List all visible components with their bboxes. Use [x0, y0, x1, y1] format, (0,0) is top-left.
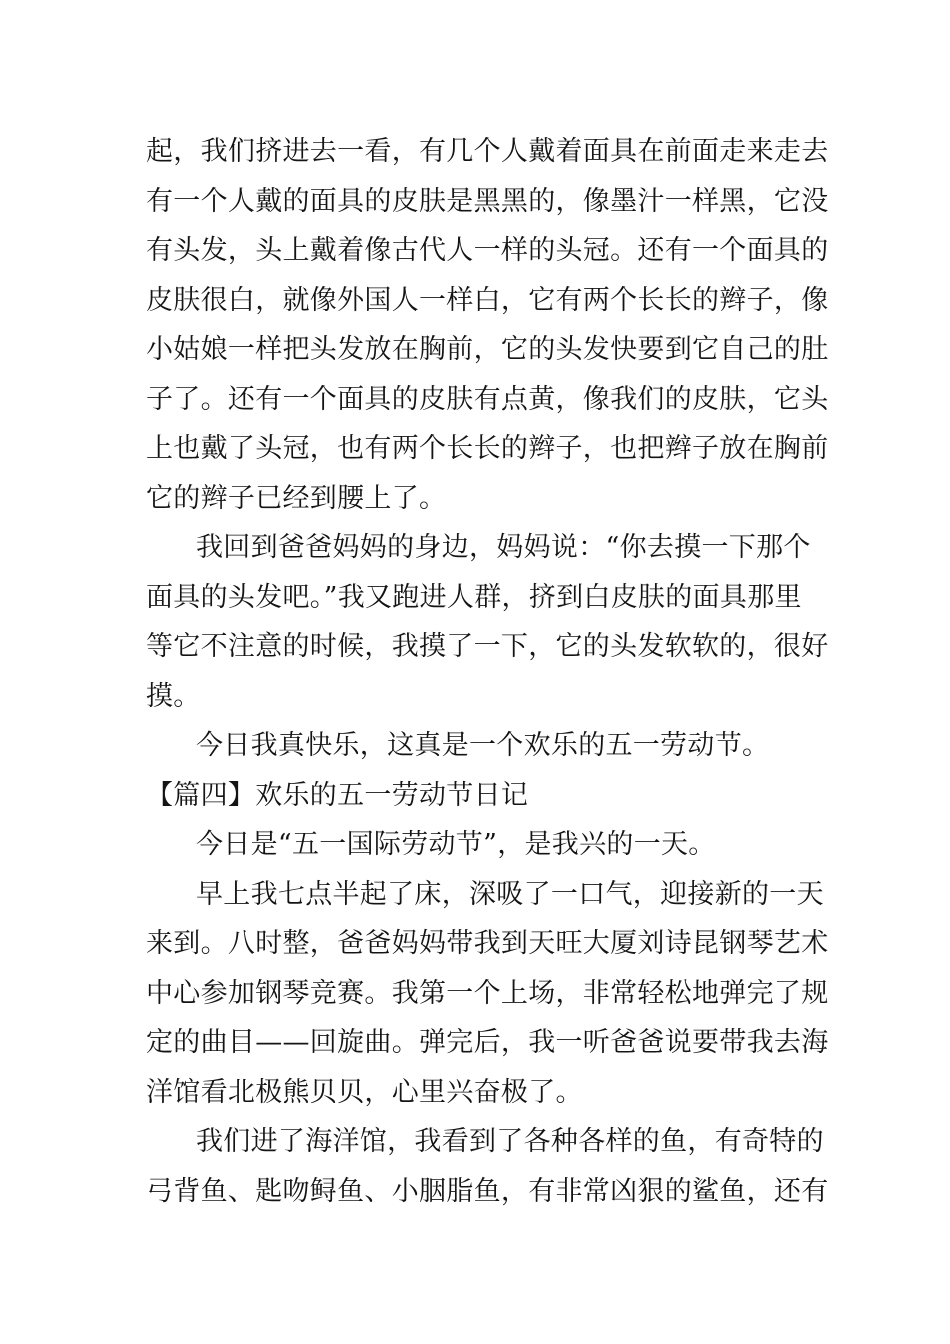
text-line: 面具的头发吧。”我又跑进人群，挤到白皮肤的面具那里 [146, 581, 802, 613]
text-line: 定的曲目——回旋曲。弹完后，我一听爸爸说要带我去海 [146, 1027, 829, 1058]
paragraph-start-line: 我们进了海洋馆，我看到了各种各样的鱼，有奇特的 [196, 1126, 824, 1157]
text-line: 弓背鱼、匙吻鲟鱼、小胭脂鱼，有非常凶狠的鲨鱼，还有 [146, 1175, 829, 1207]
paragraph-start-line: 我回到爸爸妈妈的身边，妈妈说：“你去摸一下那个 [196, 532, 811, 563]
text-line: 起，我们挤进去一看，有几个人戴着面具在前面走来走去 [146, 136, 829, 167]
text-line: 有头发，头上戴着像古代人一样的头冠。还有一个面具的 [146, 235, 829, 266]
text-line: 来到。八时整，爸爸妈妈带我到天旺大厦刘诗昆钢琴艺术 [146, 928, 829, 959]
text-line: 等它不注意的时候，我摸了一下，它的头发软软的，很好 [146, 631, 829, 662]
document-body [146, 131, 829, 1220]
paragraph-start-line: 今日我真快乐，这真是一个欢乐的五一劳动节。 [196, 730, 770, 761]
text-line: 有一个人戴的面具的皮肤是黑黑的，像墨汁一样黑，它没 [146, 185, 829, 217]
text-line: 上也戴了头冠，也有两个长长的辫子，也把辫子放在胸前 [146, 433, 829, 464]
section-heading: 【篇四】欢乐的五一劳动节日记 [146, 779, 529, 811]
text-line: 子了。还有一个面具的皮肤有点黄，像我们的皮肤，它头 [146, 383, 829, 415]
text-line: 洋馆看北极熊贝贝，心里兴奋极了。 [146, 1076, 583, 1108]
text-line: 它的辫子已经到腰上了。 [146, 482, 447, 514]
text-line: 皮肤很白，就像外国人一样白，它有两个长长的辫子，像 [146, 284, 829, 316]
paragraph-start-line: 早上我七点半起了床，深吸了一口气，迎接新的一天 [196, 878, 824, 910]
text-line: 摸。 [146, 680, 201, 712]
text-line: 小姑娘一样把头发放在胸前，它的头发快要到它自己的肚 [146, 334, 829, 365]
text-line: 中心参加钢琴竞赛。我第一个上场，非常轻松地弹完了规 [146, 977, 829, 1009]
paragraph-start-line: 今日是“五一国际劳动节”，是我兴的一天。 [196, 829, 716, 860]
